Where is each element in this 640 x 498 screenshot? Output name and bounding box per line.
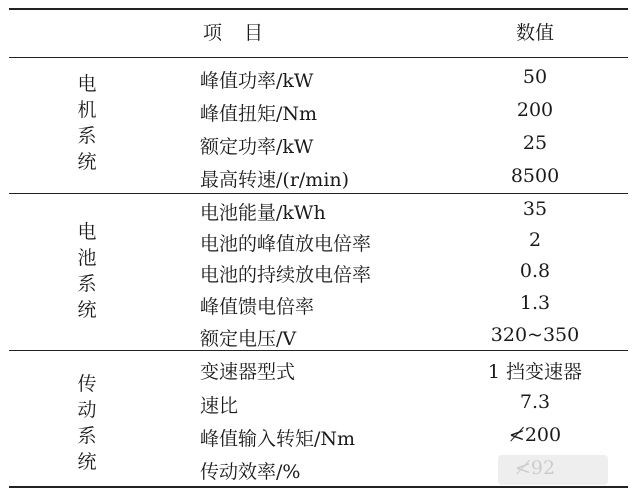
row-item: 电池的持续放电倍率 <box>200 264 372 286</box>
row-value: 2 <box>528 229 542 251</box>
group-label-char: 动 <box>77 399 97 421</box>
header-item-char-2: 目 <box>244 22 264 44</box>
row-value: ≮200 <box>508 424 562 446</box>
header-item-char-1: 项 <box>203 22 223 44</box>
row-item: 最高转速/(r/min) <box>200 169 350 191</box>
row-value: 0.8 <box>519 260 551 282</box>
row-item: 电池的峰值放电倍率 <box>200 233 372 255</box>
group-label-char: 池 <box>77 247 97 269</box>
row-value: 7.3 <box>519 391 551 413</box>
group-label-char: 机 <box>77 99 97 121</box>
watermark-overlay <box>498 455 608 485</box>
group-label-char: 统 <box>77 299 97 321</box>
row-item: 变速器型式 <box>200 361 296 383</box>
row-item: 峰值输入转矩/Nm <box>200 428 356 450</box>
group-label-char: 传 <box>77 373 97 395</box>
row-value: 50 <box>522 66 548 88</box>
row-item: 峰值扭矩/Nm <box>200 103 318 125</box>
group-label-char: 系 <box>77 125 97 147</box>
row-value: 200 <box>516 99 554 121</box>
row-item: 额定功率/kW <box>200 136 314 158</box>
row-item: 峰值馈电倍率 <box>200 296 315 318</box>
table-top-rule <box>9 8 628 10</box>
group-label-transmission <box>72 371 102 475</box>
group-label-char: 统 <box>77 151 97 173</box>
table-bottom-rule <box>9 486 628 488</box>
group-divider <box>9 350 628 351</box>
row-value: 25 <box>522 132 548 154</box>
row-item: 电池能量/kWh <box>200 202 326 224</box>
row-value: 1 挡变速器 <box>487 361 583 383</box>
group-divider <box>9 193 628 194</box>
group-label-char: 系 <box>77 425 97 447</box>
row-item: 额定电压/V <box>200 328 297 350</box>
row-value: 8500 <box>510 165 560 187</box>
row-value: 35 <box>522 198 548 220</box>
row-item: 峰值功率/kW <box>200 70 314 92</box>
row-item: 传动效率/% <box>200 461 301 483</box>
row-value: 320~350 <box>490 324 580 346</box>
row-value: 1.3 <box>519 292 551 314</box>
header-rule <box>9 57 628 58</box>
group-label-char: 系 <box>77 273 97 295</box>
header-value: 数值 <box>515 22 554 44</box>
header-item <box>203 18 263 45</box>
group-label-char: 电 <box>77 73 97 95</box>
group-label-battery <box>72 219 102 323</box>
row-item: 速比 <box>200 395 239 417</box>
group-label-char: 电 <box>77 221 97 243</box>
group-label-motor <box>72 71 102 175</box>
group-label-char: 统 <box>77 451 97 473</box>
